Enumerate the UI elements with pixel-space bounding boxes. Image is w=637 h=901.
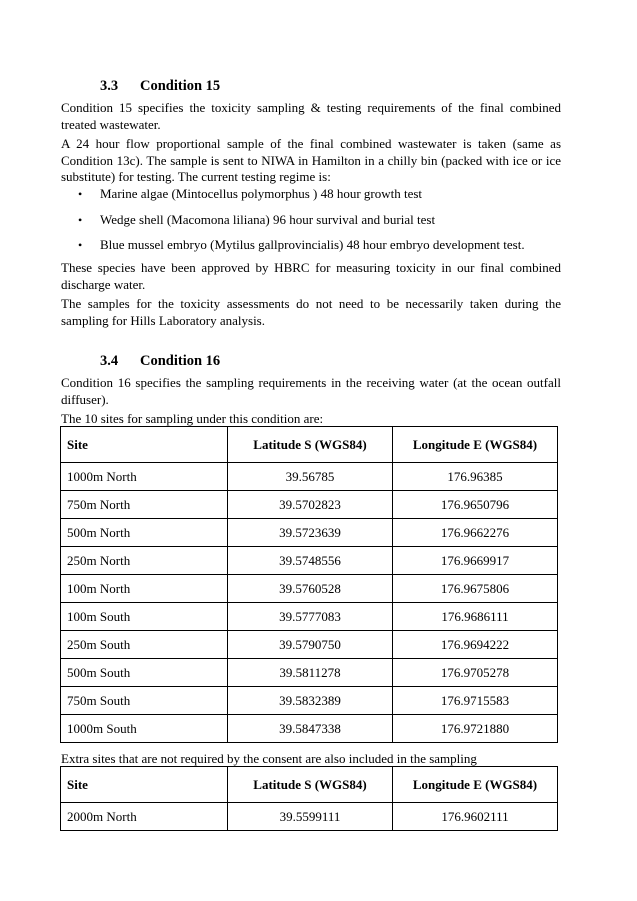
table-row — [61, 659, 558, 687]
column-header-site: Site — [61, 427, 228, 463]
site-cell: 500m North — [61, 519, 228, 547]
latitude-cell: 39.5760528 — [228, 575, 393, 603]
section-title: Condition 15 — [140, 78, 221, 94]
section-heading-3-3 — [100, 78, 220, 95]
table-row — [61, 575, 558, 603]
table-header-row — [61, 767, 558, 803]
section-heading-3-4 — [100, 353, 220, 370]
site-cell: 2000m North — [61, 803, 228, 831]
site-cell: 1000m North — [61, 463, 228, 491]
latitude-cell: 39.5599111 — [228, 803, 393, 831]
latitude-cell: 39.5790750 — [228, 631, 393, 659]
latitude-cell: 39.56785 — [228, 463, 393, 491]
column-header-longitude: Longitude E (WGS84) — [393, 767, 558, 803]
site-cell: 750m South — [61, 687, 228, 715]
latitude-cell: 39.5748556 — [228, 547, 393, 575]
longitude-cell: 176.96385 — [393, 463, 558, 491]
condition-16-intro: Condition 16 specifies the sampling requirements in the receiving water (at the ocean outfall diffuser). — [61, 375, 561, 407]
list-item: • Marine algae (Mintocellus polymorphus ) 48 hour growth test — [78, 186, 558, 212]
site-cell: 1000m South — [61, 715, 228, 743]
table-row — [61, 687, 558, 715]
longitude-cell: 176.9602111 — [393, 803, 558, 831]
condition-15-intro: Condition 15 specifies the toxicity sampling & testing requirements of the final combined treated wastewater. — [61, 100, 561, 132]
condition-15-approval: These species have been approved by HBRC for measuring toxicity in our final combined discharge water. — [61, 260, 561, 292]
latitude-cell: 39.5847338 — [228, 715, 393, 743]
sites-table-body — [61, 463, 558, 743]
longitude-cell: 176.9694222 — [393, 631, 558, 659]
bullet-icon: • — [78, 238, 83, 252]
section-title: Condition 16 — [140, 353, 221, 369]
table-row — [61, 631, 558, 659]
table-row — [61, 603, 558, 631]
table-row — [61, 463, 558, 491]
column-header-longitude: Longitude E (WGS84) — [393, 427, 558, 463]
latitude-cell: 39.5832389 — [228, 687, 393, 715]
table-row — [61, 715, 558, 743]
longitude-cell: 176.9715583 — [393, 687, 558, 715]
list-item: • Wedge shell (Macomona liliana) 96 hour survival and burial test — [78, 212, 558, 238]
table-row — [61, 519, 558, 547]
latitude-cell: 39.5811278 — [228, 659, 393, 687]
site-cell: 250m North — [61, 547, 228, 575]
bullet-icon: • — [78, 187, 83, 201]
extra-sites-intro: Extra sites that are not required by the consent are also included in the sampling — [61, 751, 477, 766]
site-cell: 100m South — [61, 603, 228, 631]
extra-sites-table — [60, 766, 558, 831]
site-cell: 500m South — [61, 659, 228, 687]
testing-regime-list — [78, 186, 558, 263]
longitude-cell: 176.9669917 — [393, 547, 558, 575]
latitude-cell: 39.5777083 — [228, 603, 393, 631]
table-row — [61, 803, 558, 831]
longitude-cell: 176.9721880 — [393, 715, 558, 743]
extra-sites-table-body — [61, 803, 558, 831]
latitude-cell: 39.5723639 — [228, 519, 393, 547]
section-number: 3.3 — [100, 78, 119, 94]
section-number: 3.4 — [100, 353, 119, 369]
latitude-cell: 39.5702823 — [228, 491, 393, 519]
longitude-cell: 176.9686111 — [393, 603, 558, 631]
column-header-latitude: Latitude S (WGS84) — [228, 767, 393, 803]
column-header-latitude: Latitude S (WGS84) — [228, 427, 393, 463]
longitude-cell: 176.9675806 — [393, 575, 558, 603]
site-cell: 100m North — [61, 575, 228, 603]
sampling-sites-table — [60, 426, 558, 743]
table-header-row — [61, 427, 558, 463]
table-row — [61, 547, 558, 575]
condition-15-sampling-note: The samples for the toxicity assessments do not need to be necessarily taken during the sampling for Hills Laboratory analysis. — [61, 296, 561, 328]
condition-15-sample-description: A 24 hour flow proportional sample of the final combined wastewater is taken (same as Condition 13c). The sample is sent to NIWA in Hamilton in a chilly bin (packed with ice or ice substitute) for testing. The current testing regime is: — [61, 136, 561, 184]
sites-table-intro: The 10 sites for sampling under this condition are: — [61, 411, 324, 426]
site-cell: 250m South — [61, 631, 228, 659]
table-row — [61, 491, 558, 519]
longitude-cell: 176.9650796 — [393, 491, 558, 519]
longitude-cell: 176.9705278 — [393, 659, 558, 687]
bullet-icon: • — [78, 212, 83, 227]
list-item: • Blue mussel embryo (Mytilus gallprovincialis) 48 hour embryo development test. — [78, 237, 558, 263]
longitude-cell: 176.9662276 — [393, 519, 558, 547]
column-header-site: Site — [61, 767, 228, 803]
site-cell: 750m North — [61, 491, 228, 519]
